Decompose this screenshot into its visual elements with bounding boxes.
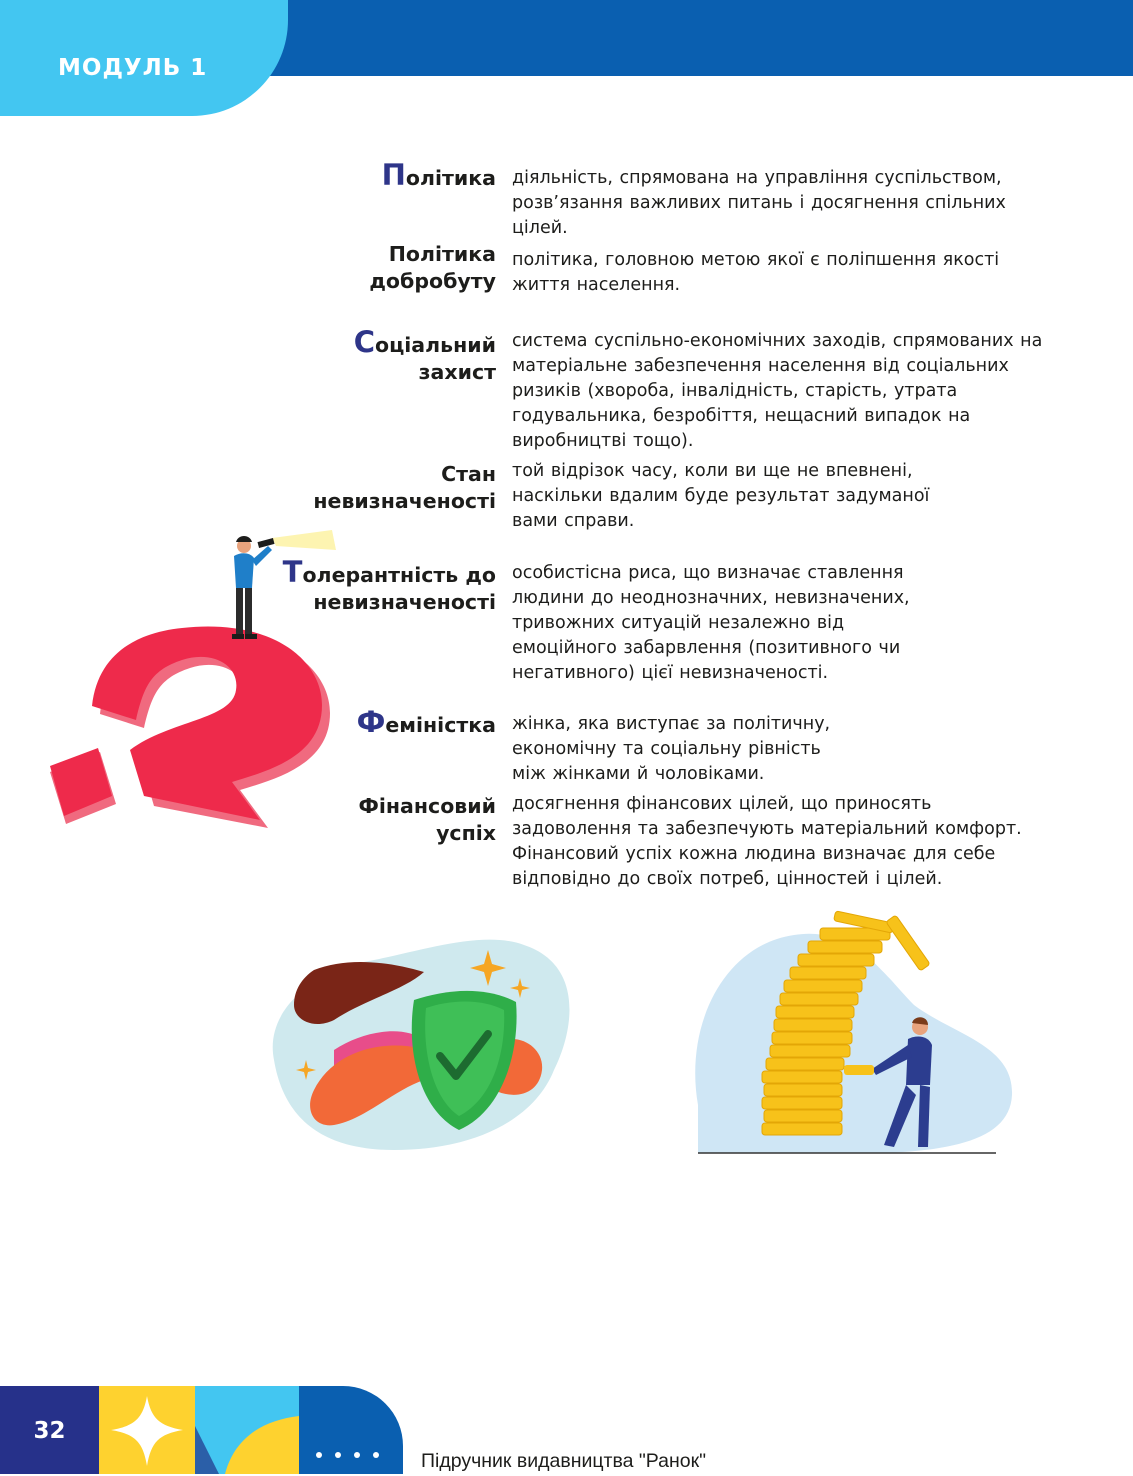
page-number: 32: [33, 1418, 66, 1444]
dot: [335, 1452, 341, 1458]
dot: [354, 1452, 360, 1458]
term-polityka: Політика: [381, 158, 496, 192]
definition-stan-nevyznachenosti: той відрізок часу, коли ви ще не впевнені, наскільки вдалим буде результат задуманої вами справи.: [512, 461, 930, 531]
term-sotsialnyi-zakhyst: Соціальний захист: [353, 325, 496, 384]
dot: [373, 1452, 379, 1458]
dot: [316, 1452, 322, 1458]
definition-sotsialnyi-zakhyst: система суспільно-економічних заходів, спрямованих на матеріальне забезпечення населення від соціальних ризиків (хвороба, інвалідність, старість, утрата годувальника, безробіття, нещасний випадок на виробництві тощо).: [512, 331, 1043, 451]
definition-tolerantnist: особистісна риса, що визначає ставлення людини до неоднозначних, невизначених, тривожних ситуацій незалежно від емоційного забарвлення (позитивного чи негативного) цієї невизначеності.: [512, 563, 910, 683]
module-label: МОДУЛЬ 1: [58, 55, 208, 81]
definition-finansovyi-uspikh: досягнення фінансових цілей, що приносять задоволення та забезпечують матеріальний комфорт. Фінансовий успіх кожна людина визначає для себе відповідно до своїх потреб, цінностей і цілей.: [512, 794, 1022, 889]
definition-polityka-dobrobutu: політика, головною метою якої є поліпшення якості життя населення.: [512, 250, 1000, 295]
footer-cyan-block: [195, 1386, 299, 1474]
question-mark-with-person-icon: [40, 528, 350, 838]
man-with-coin-stack-icon: [684, 905, 1016, 1155]
term-stan-nevyznachenosti: Стан невизначеності: [313, 462, 496, 513]
woman-with-shield-icon: [254, 930, 584, 1155]
publisher-note: Підручник видавництва "Ранок": [421, 1450, 707, 1472]
term-polityka-dobrobutu: Політика добробуту: [369, 242, 496, 293]
definition-polityka: діяльність, спрямована на управління суспільством, розв’язання важливих питань і досягнення спільних цілей.: [512, 168, 1006, 238]
footer-dots: [316, 1443, 392, 1462]
term-feministka: Феміністка: [356, 705, 496, 739]
footer-yellow-block: [99, 1386, 195, 1474]
term-tolerantnist: Толерантність до невизначеності: [282, 555, 496, 614]
term-finansovyi-uspikh: Фінансовий успіх: [358, 794, 496, 845]
definition-feministka: жінка, яка виступає за політичну, економічну та соціальну рівність між жінками й чоловіками.: [512, 714, 831, 784]
star-sparkle-icon: [99, 1386, 195, 1474]
leaf-icon: [195, 1386, 299, 1474]
